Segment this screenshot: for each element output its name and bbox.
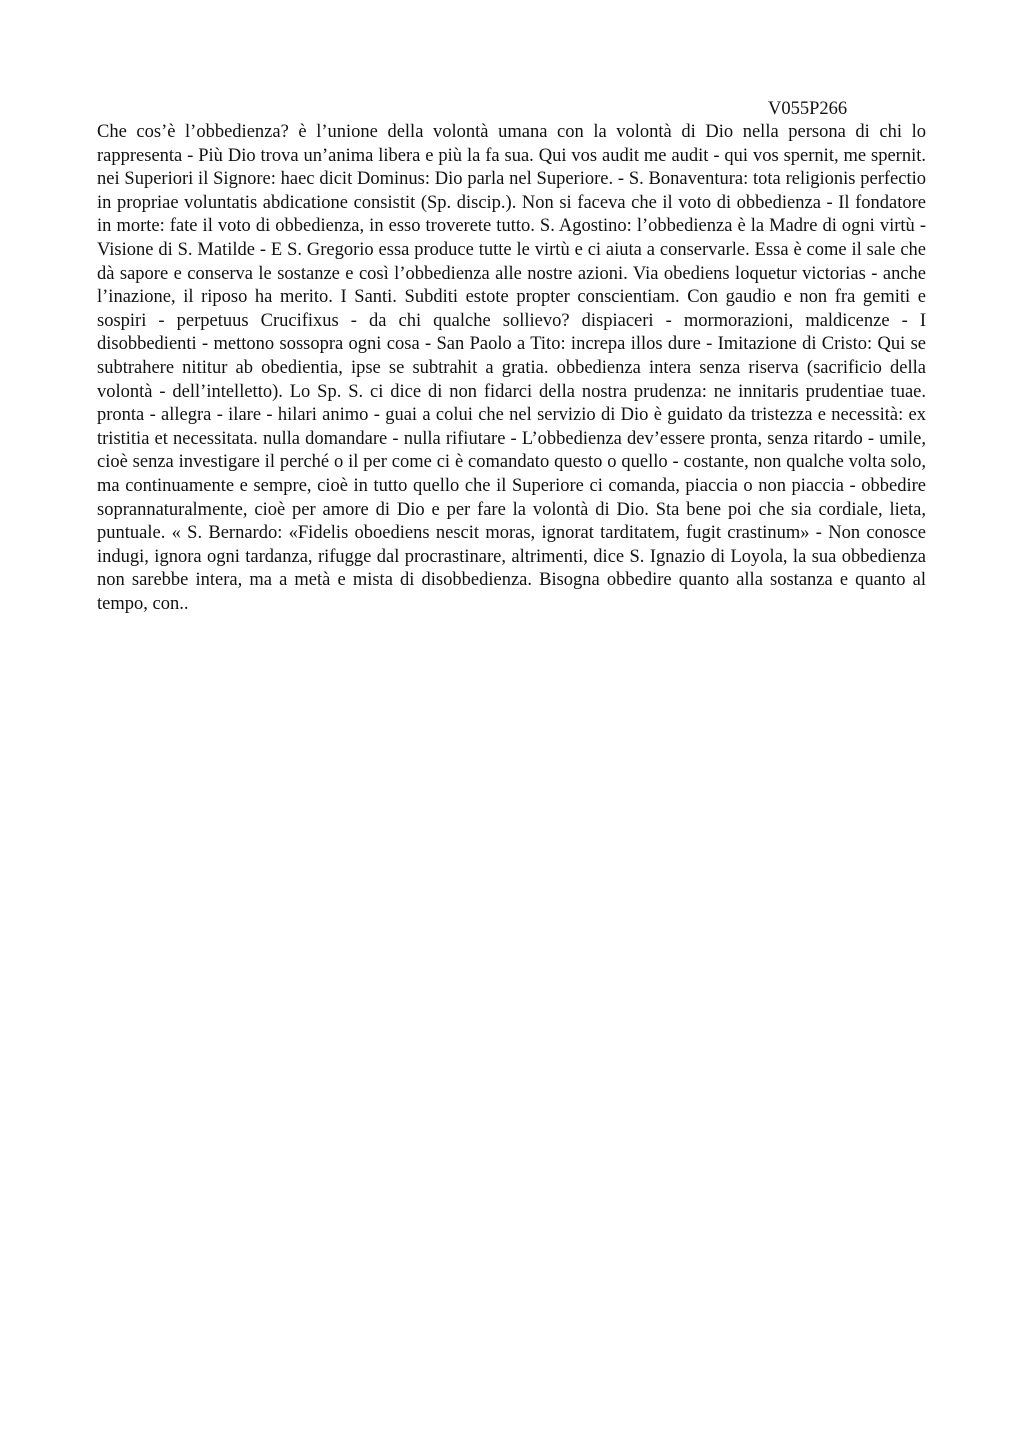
page-identifier: V055P266 [768,99,848,119]
body-paragraph: Che cos’è l’obbedienza? è l’unione della volontà umana con la volontà di Dio nella persona di chi lo rappresenta - Più Dio trova un’anima libera e più la fa sua. Qui vos audit me audit - qui vos spernit, me spernit. nei Superiori il Signore: haec dicit Dominus: Dio parla nel Superiore. - S. Bonaventura: tota religionis perfectio in propriae voluntatis abdicatione consistit (Sp. discip.). Non si faceva che il voto di obbedienza - Il fondatore in morte: fate il voto di obbedienza, in esso troverete tutto. S. Agostino: l’obbedienza è la Madre di ogni virtù - Visione di S. Matilde - E S. Gregorio essa produce tutte le virtù e ci aiuta a conservarle. Essa è come il sale che dà sapore e conserva le sostanze e così l’obbedienza alle nostre azioni. Via obediens loquetur victorias - anche l’inazione, il riposo ha merito. I Santi. Subditi estote propter conscientiam. Con gaudio e non fra gemiti e sospiri - perpetuus Crucifixus - da chi qualche sollievo? dispiaceri - mormorazioni, maldicenze - I disobbedienti - mettono sossopra ogni cosa - San Paolo a Tito: increpa illos dure - Imitazione di Cristo: Qui se subtrahere nititur ab obedientia, ipse se subtrahit a gratia. obbedienza intera senza riserva (sacrificio della volontà - dell’intelletto). Lo Sp. S. ci dice di non fidarci della nostra prudenza: ne innitaris prudentiae tuae. pronta - allegra - ilare - hilari animo - guai a colui che nel servizio di Dio è guidato da tristezza e necessità: ex tristitia et necessitata. nulla domandare - nulla rifiutare - L’obbedienza dev’essere pronta, senza ritardo - umile, cioè senza investigare il perché o il per come ci è comandato questo o quello - costante, non qualche volta solo, ma continuamente e sempre, cioè in tutto quello che il Superiore ci comanda, piaccia o non piaccia - obbedire soprannaturalmente, cioè per amore di Dio e per fare la volontà di Dio. Sta bene poi che sia cordiale, lieta, puntuale. « S. Bernardo: «Fidelis oboediens nescit moras, ignorat tarditatem, fugit crastinum» - Non conosce indugi, ignora ogni tardanza, rifugge dal procrastinare, altrimenti, dice S. Ignazio di Loyola, la sua obbedienza non sarebbe intera, ma a metà e mista di disobbedienza. Bisogna obbedire quanto alla sostanza e quanto al tempo, con.. [97,122,926,614]
